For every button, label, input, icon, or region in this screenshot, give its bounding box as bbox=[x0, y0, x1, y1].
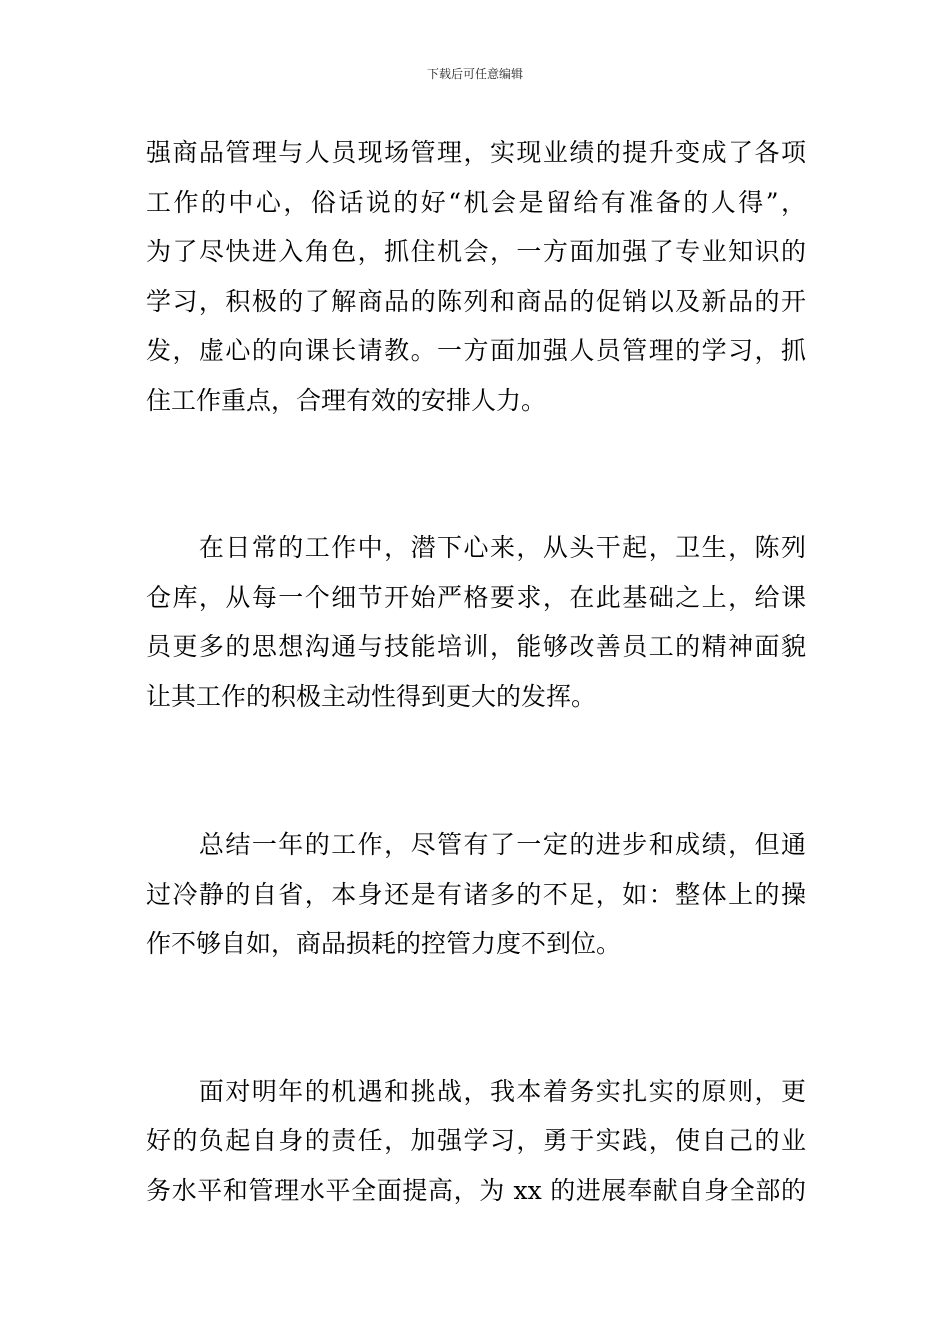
paragraph-spacer bbox=[146, 425, 806, 523]
text-line: 总结一年的工作，尽管有了一定的进步和成绩，但通 bbox=[146, 830, 806, 859]
text-line: 发，虚心的向课长请教。一方面加强人员管理的学习，抓 bbox=[146, 336, 806, 365]
text-line: 过冷静的自省，本身还是有诸多的不足，如：整体上的操 bbox=[146, 879, 806, 909]
text-line: 住工作重点，合理有效的安排人力。 bbox=[146, 385, 547, 415]
paragraph-3 bbox=[146, 820, 806, 969]
text-line: 仓库，从每一个细节开始严格要求，在此基础之上，给课 bbox=[146, 582, 806, 612]
text-line: 面对明年的机遇和挑战，我本着务实扎实的原则，更 bbox=[146, 1076, 806, 1106]
text-line: 工作的中心，俗话说的好“机会是留给有准备的人得”， bbox=[146, 187, 806, 217]
paragraph-4 bbox=[146, 1067, 806, 1216]
text-line: 让其工作的积极主动性得到更大的发挥。 bbox=[146, 681, 597, 711]
document-body bbox=[146, 128, 806, 1215]
text-line: 为了尽快进入角色，抓住机会，一方面加强了专业知识的 bbox=[146, 237, 806, 266]
text-line: 强商品管理与人员现场管理，实现业绩的提升变成了各项 bbox=[146, 138, 806, 167]
paragraph-2 bbox=[146, 523, 806, 721]
paragraph-1 bbox=[146, 128, 806, 425]
text-line: 在日常的工作中，潜下心来，从头干起，卫生，陈列 bbox=[146, 533, 806, 562]
text-line: 作不够自如，商品损耗的控管力度不到位。 bbox=[146, 929, 622, 958]
text-line: 员更多的思想沟通与技能培训，能够改善员工的精神面貌 bbox=[146, 632, 806, 661]
paragraph-spacer bbox=[146, 969, 806, 1067]
paragraph-spacer bbox=[146, 721, 806, 820]
page-header: 下载后可任意编辑 bbox=[426, 67, 523, 81]
text-line: 学习，积极的了解商品的陈列和商品的促销以及新品的开 bbox=[146, 286, 806, 316]
text-line: 务水平和管理水平全面提高，为 xx 的进展奉献自身全部的 bbox=[146, 1175, 806, 1205]
text-line: 好的负起自身的责任，加强学习，勇于实践，使自己的业 bbox=[146, 1126, 806, 1155]
